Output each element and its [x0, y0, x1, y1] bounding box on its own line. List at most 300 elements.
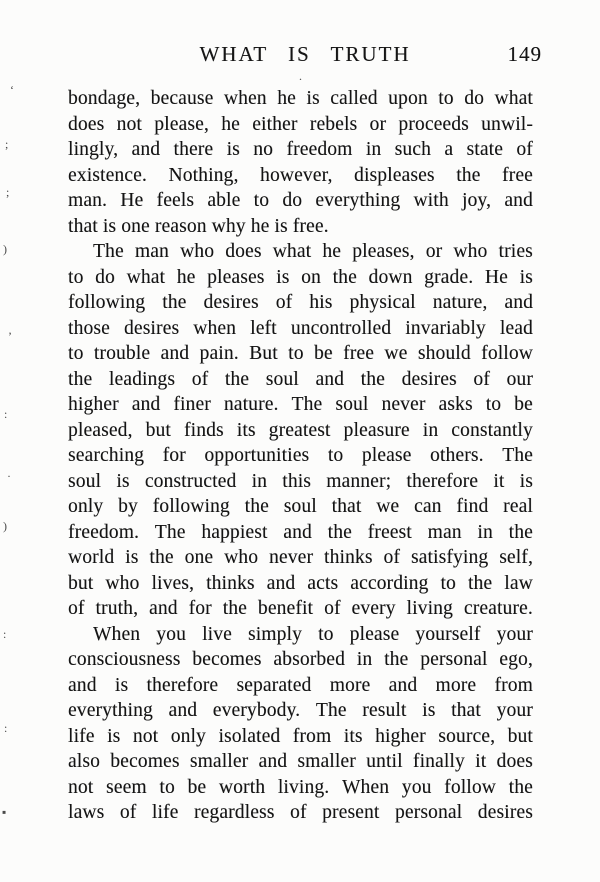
word: higher — [68, 394, 119, 415]
word: the — [327, 521, 352, 543]
word: who — [180, 241, 215, 262]
text-line — [68, 341, 533, 367]
word: therefore — [146, 674, 219, 696]
word: finer — [173, 394, 211, 415]
ink-speck: ) — [3, 242, 7, 256]
word: opportunities — [204, 445, 310, 466]
word: can — [414, 496, 442, 517]
word: the — [508, 521, 533, 543]
word: yourself — [415, 623, 481, 645]
word: soul — [335, 394, 369, 415]
word: until — [366, 751, 403, 772]
word: But — [249, 343, 278, 364]
text-line — [68, 698, 533, 724]
word: everything — [68, 700, 153, 721]
word: creature. — [463, 598, 533, 619]
word: acts — [307, 572, 339, 594]
text-line — [68, 724, 533, 750]
text-line — [68, 494, 533, 520]
word: nature, — [432, 292, 488, 313]
word: who — [105, 572, 140, 594]
ink-speck: : — [3, 627, 7, 641]
text-line — [68, 469, 533, 495]
word: follow — [444, 776, 496, 798]
word: the — [332, 266, 357, 288]
word: tries — [498, 241, 533, 262]
word: and — [266, 572, 296, 594]
word: free — [502, 164, 533, 186]
word: you — [401, 776, 432, 798]
word: everything — [315, 190, 401, 211]
word: by — [118, 496, 138, 517]
word: and — [131, 139, 161, 160]
word: from — [292, 725, 332, 747]
word: soul — [68, 470, 102, 492]
word: for — [162, 445, 186, 466]
word: When — [341, 776, 390, 798]
word: greatest — [268, 419, 331, 441]
word: for — [188, 598, 212, 619]
word: your — [496, 700, 533, 721]
word: your — [496, 623, 533, 645]
word: to — [318, 623, 334, 645]
word: and — [315, 368, 345, 390]
word: pain. — [199, 343, 239, 364]
word: benefit — [257, 598, 314, 619]
word: in — [365, 139, 382, 160]
word: however, — [260, 164, 333, 186]
text-line — [68, 571, 533, 597]
word: state — [466, 139, 503, 160]
word: in — [356, 649, 373, 670]
word: we — [384, 343, 408, 364]
word: unwil- — [481, 113, 533, 135]
text-line — [68, 137, 533, 163]
ink-speck: ▪ — [2, 805, 7, 819]
word: what — [494, 88, 533, 109]
word: to — [327, 445, 344, 466]
word: what — [272, 241, 312, 262]
word: to — [440, 572, 456, 594]
word: law — [504, 572, 533, 594]
word: his — [309, 292, 333, 313]
word: in — [477, 521, 493, 543]
word: never — [381, 394, 426, 415]
word: is — [422, 700, 436, 721]
word: but — [68, 572, 94, 594]
word: does — [68, 113, 105, 135]
word: self, — [499, 547, 533, 568]
word: of — [119, 802, 137, 823]
text-line — [68, 367, 533, 393]
word: freedom. — [68, 521, 140, 543]
word: result — [362, 700, 407, 721]
word: with — [413, 190, 449, 211]
word: of — [68, 598, 85, 619]
word: of — [516, 139, 533, 160]
word: freedom — [286, 139, 353, 160]
word: he — [176, 266, 196, 288]
text-line — [68, 239, 533, 265]
word: is — [306, 88, 320, 109]
word: present — [322, 802, 380, 823]
ink-speck: . — [299, 69, 302, 83]
word: more — [329, 674, 371, 696]
word: lives, — [151, 572, 195, 594]
word: the — [149, 547, 174, 568]
word: laws — [68, 802, 105, 823]
word: thinks — [206, 572, 255, 594]
text-line — [68, 673, 533, 699]
word: of — [275, 292, 293, 313]
word: consciousness — [68, 649, 181, 670]
word: live — [202, 623, 232, 645]
word: man — [427, 521, 462, 543]
word: no — [253, 139, 274, 160]
word: who — [224, 547, 259, 568]
word: but — [507, 725, 533, 747]
word: those — [68, 317, 110, 339]
word: grade. — [424, 266, 474, 288]
word: pleasure — [343, 419, 410, 441]
text-line — [68, 188, 533, 214]
word: to — [68, 343, 84, 364]
word: the — [508, 776, 533, 798]
word: be — [187, 776, 207, 798]
text-line — [68, 163, 533, 189]
text-line — [68, 622, 533, 648]
ink-speck: ; — [5, 137, 9, 151]
word: smaller — [189, 751, 249, 772]
word: others. — [430, 445, 484, 466]
word: smaller — [297, 751, 356, 772]
word: man — [134, 241, 169, 262]
word: source, — [438, 725, 496, 747]
word: when — [193, 317, 237, 339]
word: manner; — [326, 470, 392, 492]
word: pleases, — [352, 241, 415, 262]
word: free — [343, 343, 375, 364]
word: desires — [477, 802, 533, 823]
word: life — [68, 725, 95, 747]
word: everybody. — [212, 700, 301, 721]
text-line — [68, 112, 533, 138]
word: who — [453, 241, 488, 262]
page-header — [68, 42, 542, 68]
text-line — [68, 545, 533, 571]
word: The — [154, 521, 186, 543]
word: and — [504, 292, 533, 313]
word: seem — [106, 776, 147, 798]
word: worth — [218, 776, 266, 798]
word: real — [503, 496, 533, 517]
word: becomes — [110, 751, 180, 772]
word: of — [473, 368, 490, 390]
word: do — [95, 266, 115, 288]
text-line — [68, 392, 533, 418]
word: the — [467, 572, 493, 594]
word: man. — [68, 190, 108, 211]
text-line — [68, 443, 533, 469]
word: the — [68, 368, 93, 390]
word: rebels — [309, 113, 358, 135]
word: constantly — [451, 419, 533, 441]
word: constructed — [144, 470, 237, 492]
word: should — [417, 343, 471, 364]
word: searching — [68, 445, 145, 466]
word: bondage, — [68, 88, 141, 109]
word: or — [425, 241, 443, 262]
word: please, — [154, 113, 209, 135]
word: is — [276, 266, 290, 288]
word: more — [435, 674, 477, 696]
word: He — [484, 266, 508, 288]
word: truth, — [95, 598, 139, 619]
word: he — [277, 88, 296, 109]
running-head-title: WHAT IS TRUTH — [199, 42, 411, 66]
word: either — [252, 113, 298, 135]
body-text — [68, 86, 533, 826]
word: also — [68, 751, 101, 772]
word: finds — [183, 419, 224, 441]
word: do — [282, 190, 303, 211]
word: and — [68, 674, 97, 696]
text-line — [68, 596, 533, 622]
word: down — [368, 266, 413, 288]
word: soul — [265, 368, 299, 390]
word: living. — [277, 776, 330, 798]
word: life — [151, 802, 179, 823]
word: therefore — [406, 470, 479, 492]
ink-speck: : — [4, 407, 8, 421]
word: left — [250, 317, 277, 339]
word: world — [68, 547, 115, 568]
word: from — [494, 674, 533, 696]
word: in — [251, 470, 268, 492]
word: proceeds — [398, 113, 469, 135]
word: Nothing, — [168, 164, 239, 186]
word: living — [406, 598, 453, 619]
word: and — [283, 521, 312, 543]
word: to — [68, 266, 84, 288]
word: its — [236, 419, 256, 441]
word: not — [116, 113, 142, 135]
word: or — [369, 113, 387, 135]
word: a — [444, 139, 454, 160]
word: because — [150, 88, 214, 109]
word: is — [114, 674, 129, 696]
ink-speck: · — [7, 469, 11, 483]
ink-speck: ) — [3, 519, 7, 533]
word: but — [145, 419, 171, 441]
word: is — [125, 547, 139, 568]
word: to — [288, 343, 304, 364]
word: you — [156, 623, 186, 645]
word: feels — [156, 190, 195, 211]
word: only — [68, 496, 104, 517]
word: is — [226, 139, 240, 160]
word: he — [322, 241, 342, 262]
word: The — [315, 700, 347, 721]
ink-speck: ’ — [8, 329, 12, 343]
word: be — [314, 343, 333, 364]
word: satisfying — [410, 547, 489, 568]
word: higher — [375, 725, 426, 747]
word: isolated — [218, 725, 281, 747]
word: is — [519, 266, 533, 288]
word: to — [438, 88, 454, 109]
word: and — [388, 674, 418, 696]
word: absorbed — [273, 649, 345, 670]
word: and — [504, 190, 533, 211]
word: our — [506, 368, 533, 390]
word: lead — [499, 317, 533, 339]
word: that — [331, 496, 362, 517]
word: following — [68, 292, 146, 313]
word: is — [107, 725, 121, 747]
word: leadings — [108, 368, 176, 390]
text-line — [68, 418, 533, 444]
word: the — [162, 292, 187, 313]
word: the — [384, 649, 409, 670]
word: be — [514, 394, 533, 415]
text-line — [68, 647, 533, 673]
word: and — [258, 751, 288, 772]
word: what — [126, 266, 166, 288]
word: pleases — [207, 266, 265, 288]
word: following — [152, 496, 230, 517]
word: displeases — [354, 164, 435, 186]
word: the — [224, 368, 250, 390]
word: pleased, — [68, 419, 133, 441]
word: does — [225, 241, 262, 262]
ink-speck: ; — [6, 185, 10, 199]
word: we — [376, 496, 400, 517]
word: asks — [438, 394, 473, 415]
word: happiest — [201, 521, 268, 543]
word: never — [269, 547, 314, 568]
word: freest — [367, 521, 412, 543]
text-line — [68, 749, 533, 775]
word: simply — [248, 623, 302, 645]
word: every — [351, 598, 396, 619]
word: physical — [349, 292, 416, 313]
text-line — [68, 800, 533, 826]
word: of — [324, 598, 341, 619]
word: do — [464, 88, 484, 109]
word: the — [244, 496, 269, 517]
word: lingly, — [68, 139, 119, 160]
word: is — [519, 470, 533, 492]
word: according — [350, 572, 429, 594]
text-line — [68, 775, 533, 801]
word: desires — [401, 368, 457, 390]
word: of — [290, 802, 307, 823]
word: the — [222, 598, 247, 619]
ink-speck: : — [4, 721, 8, 735]
word: when — [223, 88, 267, 109]
word: joy, — [461, 190, 492, 211]
word: and — [160, 343, 190, 364]
word: becomes — [192, 649, 262, 670]
word: soul — [283, 496, 317, 517]
word: not — [68, 776, 94, 798]
word: invariably — [405, 317, 486, 339]
word: find — [456, 496, 489, 517]
word: follow — [481, 343, 533, 364]
word: The — [502, 445, 533, 466]
word: it — [493, 470, 505, 492]
word: desires — [203, 292, 259, 313]
word: and — [168, 700, 198, 721]
word: regardless — [193, 802, 275, 823]
page-number: 149 — [507, 42, 542, 66]
word: able — [207, 190, 241, 211]
text-line — [68, 316, 533, 342]
word: of — [383, 547, 401, 568]
word: trouble — [93, 343, 151, 364]
text-line — [68, 290, 533, 316]
word: one — [184, 547, 214, 568]
word: The — [291, 394, 323, 415]
word: The — [93, 241, 124, 262]
word: please — [361, 445, 412, 466]
word: personal — [420, 649, 488, 670]
text-line — [68, 265, 533, 291]
word: to — [485, 394, 502, 415]
word: ego, — [499, 649, 533, 670]
word: the — [456, 164, 481, 186]
word: on — [301, 266, 321, 288]
word: finally — [412, 751, 465, 772]
word: When — [93, 623, 141, 645]
word: this — [282, 470, 312, 492]
word: not — [132, 725, 159, 747]
word: He — [120, 190, 144, 211]
word: it — [475, 751, 487, 772]
word: the — [360, 368, 385, 390]
word: he — [221, 113, 240, 135]
text-line — [68, 86, 533, 112]
word: upon — [388, 88, 428, 109]
text-line — [68, 520, 533, 546]
word: separated — [236, 674, 312, 696]
word: to — [253, 190, 270, 211]
word: does — [496, 751, 533, 772]
word: is — [116, 470, 130, 492]
word: its — [343, 725, 363, 747]
word: only — [170, 725, 206, 747]
word: in — [422, 419, 439, 441]
word: called — [330, 88, 378, 109]
word: there — [173, 139, 214, 160]
word: to — [159, 776, 175, 798]
word: nature. — [223, 394, 279, 415]
word: please — [349, 623, 400, 645]
word: personal — [394, 802, 463, 823]
word: desires — [123, 317, 180, 339]
word: thinks — [324, 547, 373, 568]
word: and — [131, 394, 161, 415]
word: uncontrolled — [290, 317, 392, 339]
word: existence. — [68, 164, 147, 186]
word: and — [149, 598, 178, 619]
word: that — [451, 700, 481, 721]
word: such — [394, 139, 431, 160]
ink-speck: ‘ — [10, 83, 14, 97]
text-line: that is one reason why he is free. — [68, 215, 329, 237]
word: of — [191, 368, 209, 390]
